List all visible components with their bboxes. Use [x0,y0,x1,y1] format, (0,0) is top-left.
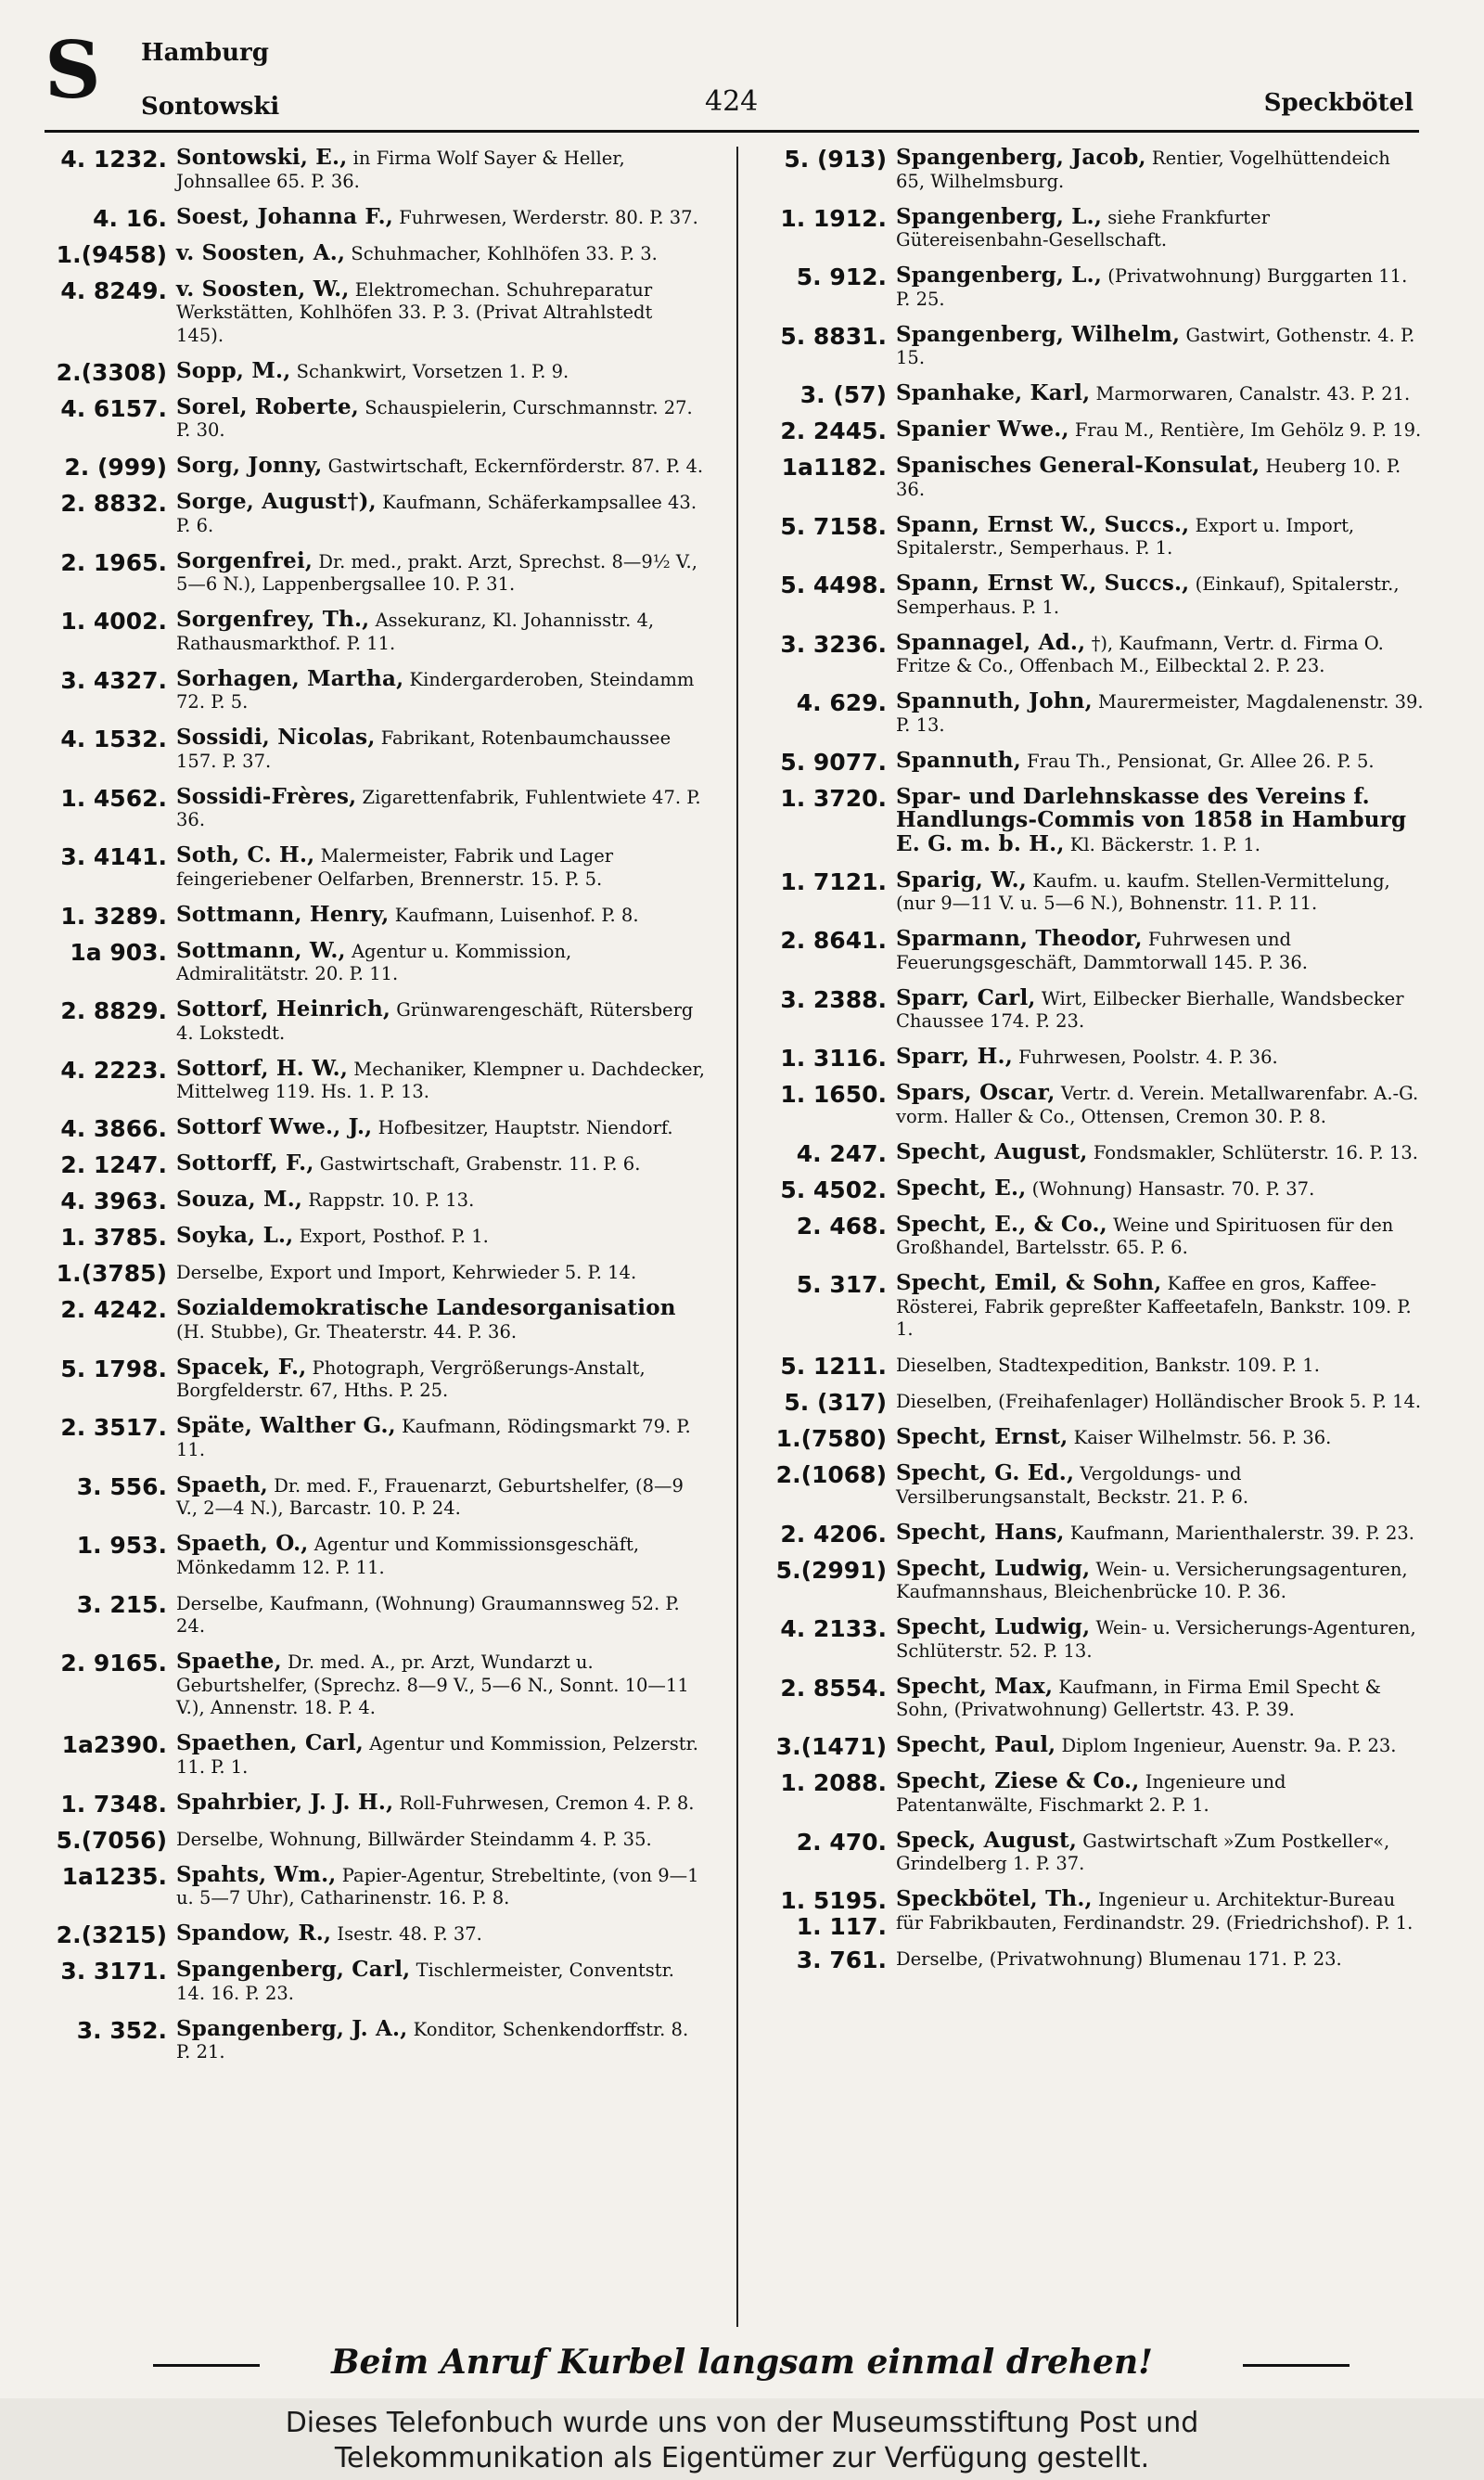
subscriber-details: Dr. med., prakt. Arzt, Sprechst. 8—9½ V., 5—6 N.), Lappenbergsallee 10. P. 31. [176,550,697,595]
directory-entry [37,1055,705,1104]
directory-entry [37,203,705,232]
subscriber-details: Diplom Ingenieur, Auenstr. 9a. P. 23. [1061,1735,1397,1756]
subscriber-details: Vergoldungs- und Versilberungsanstalt, Beckstr. 21. P. 6. [896,1463,1249,1508]
subscriber-details: Photograph, Vergrößerungs-Anstalt, Borgfelderstr. 67, Hths. P. 25. [176,1356,646,1401]
subscriber-name: Sottorf, Heinrich, [176,996,391,1022]
directory-entry [37,1922,705,1947]
directory-entry [757,1519,1425,1548]
phone-number: 3. 215. [76,1590,167,1618]
subscriber-name: Spannuth, [896,747,1021,773]
subscriber-name: Specht, Max, [896,1673,1054,1699]
subscriber-details: Agentur und Kommission, Pelzerstr. 11. P. 1. [176,1733,698,1778]
phone-number: 1. 7348. [60,1790,167,1818]
subscriber-name: Sottorf Wwe., J., [176,1114,373,1139]
phone-number: 3. (57) [800,381,887,408]
subscriber-details: Schuhmacher, Kohlhöfen 33. P. 3. [351,242,658,264]
caption-line-2: Telekommunikation als Eigentümer zur Verfügung gestellt. [334,2442,1150,2474]
phone-number: 5. 4502. [780,1176,887,1203]
phone-number: 1. 3116. [780,1045,887,1072]
subscriber-details: Dieselben, Stadtexpedition, Bankstr. 109. P. 1. [896,1355,1320,1376]
directory-entry [37,357,705,386]
subscriber-details: Weine und Spirituosen für den Großhandel, Bartelsstr. 65. P. 6. [896,1214,1394,1258]
subscriber-name: Spandow, R., [176,1921,332,1946]
phone-number: 2. 8832. [60,490,167,517]
subscriber-name: Sorhagen, Martha, [176,665,404,691]
subscriber-name: Spangenberg, L., [896,263,1103,288]
directory-entry [37,1959,705,2005]
subscriber-name: Sparig, W., [896,867,1028,893]
phone-number: 4. 6157. [60,394,167,422]
column-divider [736,147,738,2327]
phone-number: 5. 7158. [780,512,887,540]
phone-number: 5. (317) [784,1389,887,1416]
subscriber-name: Sorg, Jonny, [176,453,323,478]
directory-entry [757,418,1425,443]
phone-number: 2. 9165. [60,1650,167,1677]
subscriber-name: Soth, C. H., [176,842,315,867]
subscriber-name: Spaeth, O., [176,1531,309,1556]
subscriber-name: Speck, August, [896,1827,1078,1853]
subscriber-name: Sontowski, E., [176,145,348,170]
phone-number: 5. 4498. [780,572,887,598]
subscriber-details: Kaufmann, Luisenhof. P. 8. [394,904,639,926]
subscriber-details: Kaffee en gros, Kaffee-Rösterei, Fabrik gepreßter Kaffeetafeln, Bankstr. 109. P. 1. [896,1273,1412,1340]
subscriber-details: Derselbe, Wohnung, Billwärder Steindamm 4. P. 35. [176,1828,652,1850]
directory-entry [757,1426,1425,1450]
subscriber-name: Sossidi-Frères, [176,783,357,809]
subscriber-details: Elektromechan. Schuhreparatur Werkstätten, Kohlhöfen 33. P. 3. (Privat Altrahlstedt 145). [176,278,653,346]
subscriber-name: Specht, Ludwig, [896,1555,1091,1581]
directory-entry [37,844,705,891]
subscriber-details: Konditor, Schenkendorffstr. 8. P. 21. [176,2018,689,2062]
directory-entry [37,937,705,986]
subscriber-name: Specht, E., [896,1175,1027,1201]
subscriber-name: Sparr, Carl, [896,984,1036,1010]
phone-number: 5. 8831. [780,322,887,350]
phone-number: 4. 2223. [60,1056,167,1084]
phone-number: 3. 3236. [780,630,887,658]
subscriber-name: Sorgenfrei, [176,547,313,573]
directory-entry [37,393,705,443]
directory-entry [37,1861,705,1910]
page-header [0,0,1484,148]
phone-number: 1. 4562. [60,784,167,812]
subscriber-name: Sorel, Roberte, [176,393,360,419]
subscriber-details: Gastwirtschaft, Eckernförderstr. 87. P. 4. [327,456,704,477]
archive-caption [0,2398,1484,2480]
subscriber-name: Specht, Emil, & Sohn, [896,1270,1162,1295]
subscriber-details: Mechaniker, Klempner u. Dachdecker, Mittelweg 119. Hs. 1. P. 13. [176,1058,705,1102]
directory-entry [757,572,1425,619]
subscriber-details: Derselbe, (Privatwohnung) Blumenau 171. P. 23. [896,1947,1342,1970]
phone-number: 3. 4327. [60,666,167,694]
directory-entry [757,382,1425,406]
subscriber-details: Kaufmann, Rödingsmarkt 79. P. 11. [176,1416,691,1460]
phone-number: 4. 16. [93,204,167,232]
subscriber-details: Grünwarengeschäft, Rütersberg 4. Lokstedt. [176,999,694,1044]
directory-entry [757,1211,1425,1260]
subscriber-name: Specht, G. Ed., [896,1460,1075,1485]
directory-entry [757,1082,1425,1128]
phone-number: 3. 4141. [60,843,167,870]
subscriber-details: Export u. Import, Spitalerstr., Semperhaus. P. 1. [896,514,1355,559]
directory-entry [37,1732,705,1779]
subscriber-details: Papier-Agentur, Strebeltinte, (von 9—1 u. 5—7 Uhr), Catharinenstr. 16. P. 8. [176,1864,699,1908]
subscriber-name: Spanhake, Karl, [896,380,1091,405]
subscriber-details: Vertr. d. Verein. Metallwarenfabr. A.-G. vorm. Haller & Co., Ottensen, Cremon 30. P. 8. [896,1083,1419,1127]
directory-entry [757,455,1425,501]
subscriber-name: Souza, M., [176,1187,303,1212]
subscriber-details: Schauspielerin, Curschmannstr. 27. P. 30. [176,396,693,441]
subscriber-details: (H. Stubbe), Gr. Theaterstr. 44. P. 36. [176,1320,518,1343]
subscriber-name: Spanisches General-Konsulat, [896,453,1260,478]
subscriber-details: Kaiser Wilhelmstr. 56. P. 36. [1073,1427,1332,1448]
phone-number: 1a 903. [70,938,167,966]
subscriber-details: Ingenieur u. Architektur-Bureau für Fabrikbauten, Ferdinandstr. 29. (Friedrichshof). P. 1. [896,1889,1414,1934]
directory-entry [757,1390,1425,1414]
directory-entry [757,1462,1425,1509]
phone-number: 1.(7580) [775,1425,887,1452]
subscriber-name: Sottorff, F., [176,1150,314,1176]
directory-entry [757,203,1425,252]
subscriber-name: Sorge, August†), [176,489,377,514]
phone-number: 4. 629. [796,689,887,716]
directory-entry [37,1261,705,1285]
directory-entry [37,665,705,714]
phone-number: 1.(9458) [56,240,167,268]
phone-number: 1. 3720. [780,784,887,812]
phone-number: 1a2390. [61,1731,167,1758]
directory-entry [757,264,1425,311]
subscriber-name: Spaethen, Carl, [176,1730,365,1755]
phone-number: 2. 8829. [60,997,167,1024]
subscriber-details: Gastwirt, Gothenstr. 4. P. 15. [896,324,1415,368]
subscriber-name: Spangenberg, Carl, [176,1957,411,1982]
directory-entry [37,998,705,1045]
phone-number: 4. 2133. [780,1615,887,1642]
phone-number: 1. 3289. [60,902,167,930]
directory-entry [757,1770,1425,1817]
directory-entry [757,783,1425,857]
subscriber-details: (Wohnung) Hansastr. 70. P. 37. [1031,1177,1315,1200]
directory-entry [37,1471,705,1521]
phone-number: 1a1235. [61,1862,167,1890]
directory-entry [757,1947,1425,1972]
last-entry-name: Speckbötel [1263,89,1414,117]
subscriber-details: Kaufmann, in Firma Emil Specht & Sohn, (Privatwohnung) Gellertstr. 43. P. 39. [896,1676,1382,1720]
directory-entry [757,1616,1425,1663]
subscriber-details: Export, Posthof. P. 1. [299,1226,489,1247]
subscriber-name: Soest, Johanna F., [176,203,394,229]
subscriber-name: Specht, E., & Co., [896,1211,1107,1237]
directory-entry [757,629,1425,678]
subscriber-name: Spangenberg, Wilhelm, [896,321,1181,347]
directory-entry [757,1138,1425,1167]
subscriber-details: Wein- u. Versicherungs-Agenturen, Schlüterstr. 52. P. 13. [896,1617,1416,1662]
subscriber-details: Gastwirtschaft, Grabenstr. 11. P. 6. [319,1153,641,1175]
phone-number: 1. 4002. [60,608,167,635]
phone-number: 3. 556. [76,1472,167,1500]
subscriber-name: Specht, Hans, [896,1519,1065,1545]
phone-number: 2. (999) [64,454,167,481]
directory-entry [37,147,705,193]
subscriber-details: Heuberg 10. P. 36. [896,456,1401,500]
subscriber-name: Sparr, H., [896,1044,1013,1069]
phone-number: 2.(1068) [775,1461,887,1488]
phone-number: 2.(3308) [56,358,167,386]
subscriber-details: Agentur u. Kommission, Admiralitätstr. 20. P. 11. [176,940,572,984]
subscriber-name: Specht, Ernst, [896,1424,1068,1449]
left-column [37,147,705,2076]
phone-number: 1. 2088. [780,1769,887,1796]
subscriber-details: Kindergarderoben, Steindamm 72. P. 5. [176,668,695,713]
subscriber-details: Marmorwaren, Canalstr. 43. P. 21. [1095,383,1411,405]
directory-entry [757,1886,1425,1940]
subscriber-details: Fuhrwesen, Poolstr. 4. P. 36. [1018,1047,1278,1068]
subscriber-details: Assekuranz, Kl. Johannisstr. 4, Rathausmarkthof. P. 11. [176,610,655,654]
phone-number: 1. 5195. 1. 117. [780,1887,887,1940]
subscriber-details: Fuhrwesen und Feuerungsgeschäft, Dammtorwall 145. P. 36. [896,929,1308,973]
subscriber-details: Fondsmakler, Schlüterstr. 16. P. 13. [1093,1141,1418,1163]
directory-entry [757,1734,1425,1758]
subscriber-name: Spars, Oscar, [896,1080,1055,1105]
phone-number: 4. 3866. [60,1115,167,1142]
directory-entry [37,1533,705,1579]
section-letter: S [45,24,101,116]
subscriber-details: Tischlermeister, Conventstr. 14. 16. P. 23. [176,1960,675,2004]
phone-number: 2. 1247. [60,1151,167,1178]
subscriber-details: Frau M., Rentière, Im Gehölz 9. P. 19. [1074,419,1422,441]
directory-entry [37,1189,705,1213]
subscriber-name: Spannuth, John, [896,688,1093,713]
subscriber-details: Kaufmann, Marienthalerstr. 39. P. 23. [1069,1522,1414,1544]
directory-entry [37,491,705,537]
directory-entry [757,869,1425,916]
subscriber-details: Roll-Fuhrwesen, Cremon 4. P. 8. [399,1792,695,1814]
phone-number: 4. 8249. [60,276,167,304]
subscriber-details: Rappstr. 10. P. 13. [308,1189,475,1211]
phone-number: 5. 317. [796,1271,887,1298]
subscriber-name: Sozialdemokratische Landesorganisation [176,1295,676,1320]
subscriber-details: Ingenieure und Patentanwälte, Fischmarkt 2. P. 1. [896,1771,1286,1816]
phone-number: 5. 9077. [780,748,887,776]
subscriber-details: Agentur und Kommissionsgeschäft, Mönkedamm 12. P. 11. [176,1534,640,1578]
phone-number: 4. 1232. [60,146,167,173]
subscriber-details: Dr. med. F., Frauenarzt, Geburtshelfer, (8—9 V., 2—4 N.), Barcastr. 10. P. 24. [176,1474,684,1519]
subscriber-name: Sottorf, H. W., [176,1055,349,1081]
subscriber-name: Spann, Ernst W., Succs., [896,571,1190,596]
directory-entry [37,1152,705,1176]
subscriber-name: v. Soosten, A., [176,239,346,265]
phone-number: 5. (913) [784,146,887,173]
subscriber-details: †), Kaufmann, Vertr. d. Firma O. Fritze & Co., Offenbach M., Eilbecktal 2. P. 23. [896,632,1384,676]
footer-motto: Beim Anruf Kurbel langsam einmal drehen! [331,2343,1153,2382]
phone-number: 4. 1532. [60,726,167,752]
directory-entry [37,2015,705,2064]
phone-number: 2. 8641. [780,927,887,954]
phone-number: 1. 7121. [780,867,887,895]
phone-number: 2. 468. [796,1212,887,1240]
phone-number: 2. 4242. [60,1296,167,1323]
subscriber-details: Kl. Bäckerstr. 1. P. 1. [1069,833,1260,855]
phone-number: 5.(7056) [56,1826,167,1854]
subscriber-name: Soyka, L., [176,1223,294,1248]
directory-entry [37,1789,705,1818]
subscriber-details: (Einkauf), Spitalerstr., Semperhaus. P. 1. [896,573,1400,618]
subscriber-name: Spacek, F., [176,1354,307,1380]
directory-entry [757,1827,1425,1876]
subscriber-name: Sparmann, Theodor, [896,926,1143,951]
directory-entry [37,547,705,597]
phone-number: 3. 761. [796,1946,887,1973]
subscriber-details: Derselbe, Kaufmann, (Wohnung) Graumannsweg 52. P. 24. [176,1592,680,1637]
directory-entry [37,901,705,930]
subscriber-name: Sossidi, Nicolas, [176,725,376,750]
directory-entry [37,726,705,773]
subscriber-details: Kaufmann, Schäferkampsallee 43. P. 6. [176,492,697,536]
right-column [757,147,1425,1984]
phone-number: 1. 1650. [780,1081,887,1108]
directory-entry [37,1356,705,1403]
phone-number: 2. 3517. [60,1414,167,1441]
phone-number: 4. 247. [796,1139,887,1167]
subscriber-details: Rentier, Vogelhüttendeich 65, Wilhelmsburg. [896,148,1390,192]
subscriber-name: Specht, Ludwig, [896,1614,1091,1639]
subscriber-name: Specht, Paul, [896,1732,1056,1757]
directory-entry [37,1116,705,1140]
directory-entry [757,690,1425,737]
phone-number: 2. 4206. [780,1520,887,1548]
directory-entry [757,928,1425,974]
subscriber-details: Maurermeister, Magdalenenstr. 39. P. 13. [896,691,1424,736]
phone-number: 5. 1798. [60,1355,167,1382]
subscriber-details: Frau Th., Pensionat, Gr. Allee 26. P. 5. [1027,750,1375,772]
directory-entry [37,1651,705,1720]
subscriber-details: siehe Frankfurter Gütereisenbahn-Gesellschaft. [896,206,1271,251]
phone-number: 2. 8554. [780,1674,887,1702]
subscriber-name: Sottmann, Henry, [176,901,390,927]
first-entry-name: Sontowski [141,93,280,121]
subscriber-name: v. Soosten, W., [176,276,350,302]
subscriber-details: in Firma Wolf Sayer & Heller, Johnsallee 65. P. 36. [176,148,625,192]
directory-entry [757,984,1425,1034]
subscriber-details: Kaufm. u. kaufm. Stellen-Vermittelung, (nur 9—11 V. u. 5—6 N.), Bohnenstr. 11. P. 11. [896,869,1390,914]
subscriber-name: Sopp, M., [176,357,291,383]
subscriber-details: Wirt, Eilbecker Bierhalle, Wandsbecker Chaussee 174. P. 23. [896,987,1404,1032]
header-rule [45,130,1419,133]
subscriber-details: Dieselben, (Freihafenlager) Holländischer Brook 5. P. 14. [896,1391,1422,1412]
phone-number: 1. 953. [76,1532,167,1559]
subscriber-name: Spangenberg, Jacob, [896,145,1146,170]
subscriber-name: Spanier Wwe., [896,417,1069,442]
subscriber-details: Hofbesitzer, Hauptstr. Niendorf. [377,1117,673,1138]
phone-number: 3. 3171. [60,1958,167,1985]
subscriber-name: Spahts, Wm., [176,1861,337,1887]
subscriber-details: Zigarettenfabrik, Fuhlentwiete 47. P. 36. [176,786,701,830]
directory-entry [37,1828,705,1852]
directory-entry [37,1592,705,1638]
directory-entry [757,1046,1425,1070]
subscriber-name: Spahrbier, J. J. H., [176,1789,394,1815]
subscriber-name: Spaethe, [176,1649,282,1674]
phone-number: 1. 1912. [780,204,887,232]
phone-number: 2. 2445. [780,418,887,444]
subscriber-details: Fuhrwesen, Werderstr. 80. P. 37. [399,206,698,228]
phone-number: 2. 1965. [60,548,167,576]
caption-line-1: Dieses Telefonbuch wurde uns von der Museumsstiftung Post und [285,2407,1199,2439]
phone-number: 2.(3215) [56,1921,167,1948]
phone-number: 3. 2388. [780,985,887,1013]
subscriber-details: Isestr. 48. P. 37. [337,1923,482,1945]
subscriber-name: Sottmann, W., [176,937,346,963]
directory-entry [757,1555,1425,1604]
directory-entry [757,747,1425,776]
phone-number: 5. 912. [796,263,887,290]
directory-entry [757,1272,1425,1342]
subscriber-name: Spangenberg, L., [896,203,1103,229]
directory-entry [757,1673,1425,1722]
phone-number: 1. 3785. [60,1224,167,1251]
page-number: 424 [705,85,759,118]
directory-entry [37,1225,705,1249]
city-name: Hamburg [141,39,269,67]
phone-number: 2. 470. [796,1828,887,1856]
phone-number: 1a1182. [781,454,887,481]
directory-entry [757,147,1425,193]
phone-number: 4. 3963. [60,1188,167,1214]
directory-entry [37,1415,705,1461]
directory-entry [37,239,705,268]
subscriber-details: Malermeister, Fabrik und Lager feingeriebener Oelfarben, Brennerstr. 15. P. 5. [176,845,614,890]
subscriber-details: Gastwirtschaft »Zum Postkeller«, Grindelberg 1. P. 37. [896,1830,1390,1874]
subscriber-name: Sorgenfrey, Th., [176,607,370,632]
subscriber-name: Spaeth, [176,1471,268,1497]
subscriber-name: Specht, Ziese & Co., [896,1768,1140,1793]
phone-number: 1.(3785) [56,1260,167,1287]
footer-rule-right [1243,2364,1350,2367]
subscriber-name: Spar- und Darlehnskasse des Vereins f. Handlungs-Commis von 1858 in Hamburg E. G. m. b. H., [896,783,1407,856]
subscriber-details: Dr. med. A., pr. Arzt, Wundarzt u. Geburtshelfer, (Sprechz. 8—9 V., 5—6 N., Sonnt. 10—11 V.), Annenstr. 18. P. 4. [176,1651,689,1718]
phone-number: 5. 1211. [780,1353,887,1380]
subscriber-details: (Privatwohnung) Burggarten 11. P. 25. [896,265,1408,310]
directory-entry [757,1354,1425,1378]
subscriber-details: Wein- u. Versicherungsagenturen, Kaufmannshaus, Bleichenbrücke 10. P. 36. [896,1558,1408,1602]
subscriber-name: Spann, Ernst W., Succs., [896,511,1190,537]
directory-entry [37,609,705,655]
subscriber-details: Derselbe, Export und Import, Kehrwieder 5. P. 14. [176,1262,637,1283]
directory-entry [37,278,705,348]
subscriber-name: Speckbötel, Th., [896,1886,1093,1911]
directory-entry [757,511,1425,560]
phone-number: 3. 352. [76,2016,167,2044]
subscriber-name: Spangenberg, J. A., [176,2015,408,2041]
subscriber-name: Spannagel, Ad., [896,629,1086,655]
phone-number: 5.(2991) [775,1556,887,1584]
directory-entry [757,1177,1425,1201]
directory-entry [37,783,705,832]
directory-entry [37,455,705,479]
subscriber-details: Schankwirt, Vorsetzen 1. P. 9. [296,360,569,382]
subscriber-name: Specht, August, [896,1138,1088,1164]
subscriber-name: Späte, Walther G., [176,1413,396,1438]
directory-entry [37,1297,705,1343]
subscriber-details: Fabrikant, Rotenbaumchaussee 157. P. 37. [176,727,672,772]
directory-entry [757,321,1425,370]
phone-number: 3.(1471) [775,1733,887,1760]
